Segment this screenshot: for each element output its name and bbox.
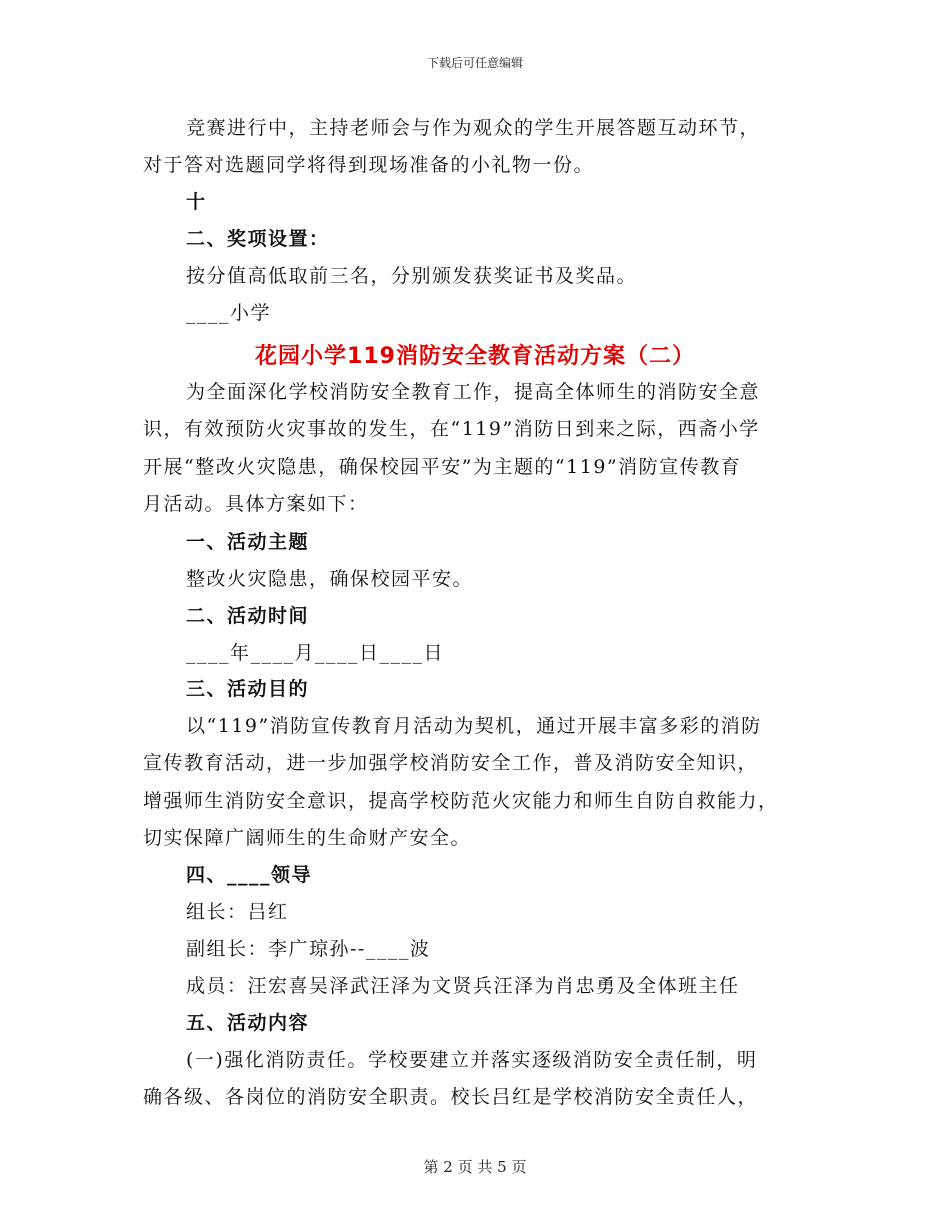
body-line: 增强师生消防安全意识，提高学校防范火灾能力和师生自防自救能力， bbox=[143, 790, 779, 812]
body-line: 识，有效预防火灾事故的发生，在“119”消防日到来之际，西斋小学 bbox=[143, 418, 760, 440]
body-line: 确各级、各岗位的消防安全职责。校长吕红是学校消防安全责任人， bbox=[143, 1086, 759, 1108]
body-line: ____小学 bbox=[186, 302, 272, 324]
body-line: 十 bbox=[186, 191, 207, 213]
section-heading: 五、活动内容 bbox=[186, 1012, 310, 1034]
body-line: 整改火灾隐患，确保校园平安。 bbox=[186, 568, 474, 590]
body-line: 月活动。具体方案如下： bbox=[143, 493, 369, 515]
body-line: 组长：吕红 bbox=[186, 901, 289, 923]
body-line: 对于答对选题同学将得到现场准备的小礼物一份。 bbox=[143, 154, 595, 176]
body-line: 按分值高低取前三名，分别颁发获奖证书及奖品。 bbox=[186, 265, 638, 287]
page-header: 下载后可任意编辑 bbox=[426, 56, 523, 70]
body-line: (一)强化消防责任。学校要建立并落实逐级消防安全责任制，明 bbox=[186, 1049, 758, 1071]
section-heading: 二、活动时间 bbox=[186, 605, 310, 627]
body-line: 副组长：李广琼孙--____波 bbox=[186, 938, 431, 960]
body-line: 成员：汪宏喜吴泽武汪泽为文贤兵汪泽为肖忠勇及全体班主任 bbox=[186, 975, 740, 997]
body-line: 开展“整改火灾隐患，确保校园平安”为主题的“119”消防宣传教育 bbox=[143, 456, 742, 478]
page-footer: 第 2 页 共 5 页 bbox=[423, 1158, 527, 1176]
section-heading: 三、活动目的 bbox=[186, 678, 310, 700]
body-line: ____年____月____日____日 bbox=[186, 642, 445, 664]
section-heading: 四、____领导 bbox=[186, 864, 313, 886]
body-line: 竞赛进行中，主持老师会与作为观众的学生开展答题互动环节， bbox=[186, 117, 761, 139]
body-line: 为全面深化学校消防安全教育工作，提高全体师生的消防安全意 bbox=[186, 381, 761, 403]
body-line: 宣传教育活动，进一步加强学校消防安全工作，普及消防安全知识， bbox=[143, 752, 759, 774]
section-heading: 二、奖项设置： bbox=[186, 228, 330, 250]
section-heading: 一、活动主题 bbox=[186, 531, 310, 553]
document-title: 花园小学119消防安全教育活动方案（二） bbox=[255, 344, 695, 369]
body-line: 以“119”消防宣传教育月活动为契机，通过开展丰富多彩的消防 bbox=[186, 715, 762, 737]
body-line: 切实保障广阔师生的生命财产安全。 bbox=[143, 827, 472, 849]
